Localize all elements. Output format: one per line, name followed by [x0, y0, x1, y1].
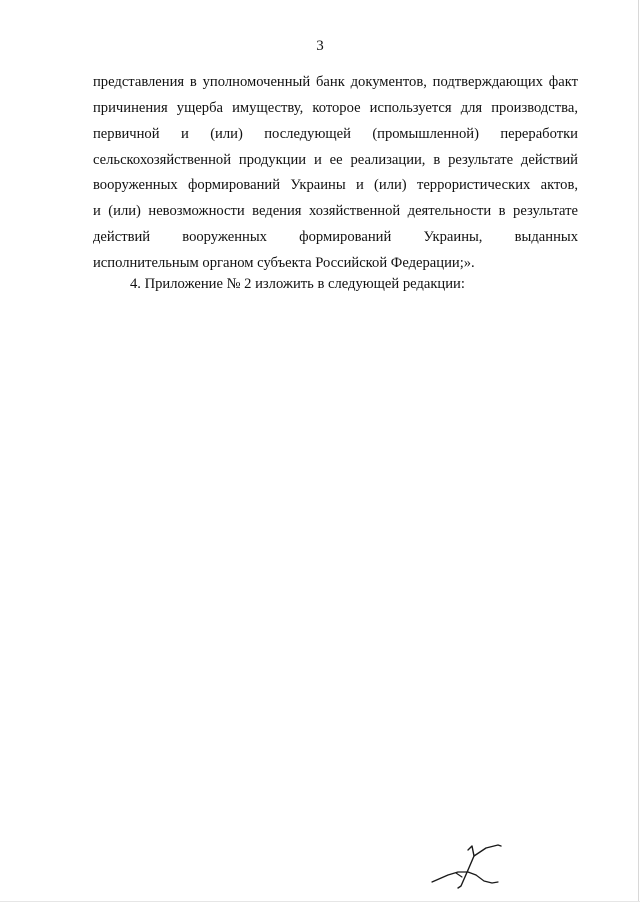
paragraph-line: сельскохозяйственной продукции и ее реализации, в результате действий: [93, 151, 578, 168]
signature-icon: [428, 842, 508, 892]
paragraph-line: действий вооруженных формирований Украины, выданных: [93, 229, 578, 246]
paragraph-line: представления в уполномоченный банк документов, подтверждающих факт: [93, 74, 578, 90]
paragraph-line: и (или) невозможности ведения хозяйственной деятельности в результате: [93, 203, 578, 220]
list-item-4: 4. Приложение № 2 изложить в следующей редакции:: [130, 276, 465, 292]
paragraph-line: причинения ущерба имуществу, которое используется для производства,: [93, 99, 578, 116]
paragraph-line: вооруженных формирований Украины и (или) террористических актов,: [93, 177, 578, 194]
paragraph-text: [93, 70, 578, 277]
paragraph-line: исполнительным органом субъекта Российской Федерации;».: [93, 254, 475, 271]
paragraph-line: первичной и (или) последующей (промышленной) переработки: [93, 125, 578, 142]
page-number: 3: [316, 38, 324, 54]
page-edge-right: [638, 0, 639, 902]
